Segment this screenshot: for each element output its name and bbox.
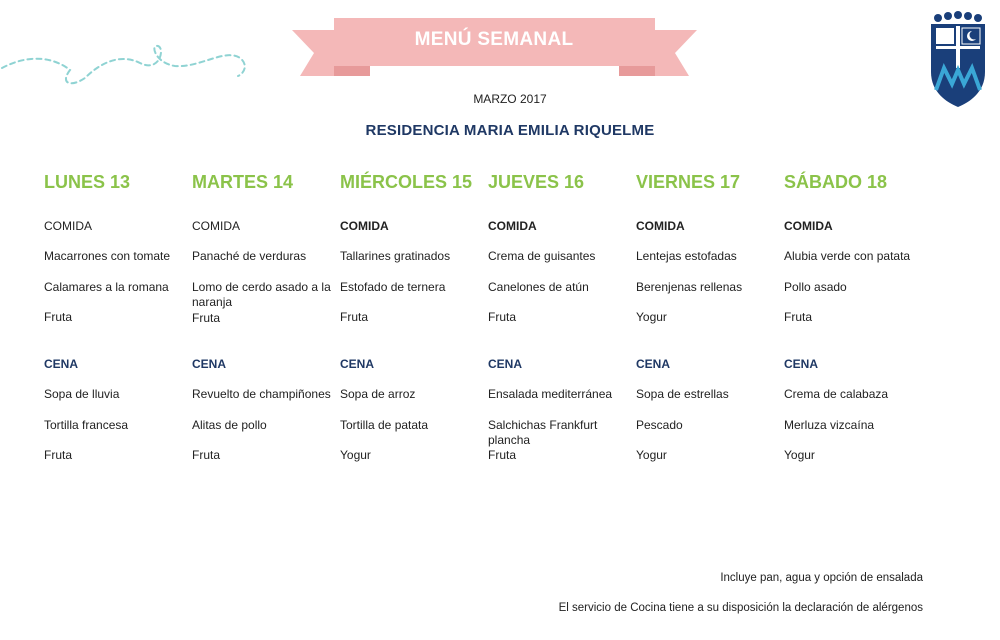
menu-item: Panaché de verduras [192,249,307,263]
day-column-sabado [784,170,929,462]
menu-item: Fruta [192,311,221,325]
footer-note-bread: Incluye pan, agua y opción de ensalada [720,572,923,584]
menu-item: Fruta [44,310,73,324]
day-column-lunes [44,170,189,462]
menu-item: Canelones de atún [488,280,589,294]
menu-item: Sopa de lluvia [44,387,120,401]
comida-label: COMIDA [636,219,685,233]
title-banner [292,18,697,80]
month-label: MARZO 2017 [473,92,547,106]
cena-label: CENA [784,357,819,371]
comida-label: COMIDA [784,219,833,233]
comida-label: COMIDA [44,219,92,233]
comida-label: COMIDA [192,219,240,233]
menu-item: Fruta [192,448,221,462]
menu-item: Pescado [636,418,683,432]
menu-item: Fruta [340,310,369,324]
menu-item: Salchichas Frankfurt plancha [488,418,598,447]
day-heading: JUEVES 16 [488,172,585,192]
menu-item: Alubia verde con patata [784,249,911,263]
menu-item: Alitas de pollo [192,418,267,432]
menu-item: Fruta [44,448,73,462]
menu-item: Lomo de cerdo asado a la naranja [192,280,331,309]
menu-item: Macarrones con tomate [44,249,171,263]
footer-note-allergens: El servicio de Cocina tiene a su disposición la declaración de alérgenos [558,602,923,614]
page-title: MENÚ SEMANAL [414,29,574,50]
menu-item: Fruta [488,310,517,324]
menu-item: Yogur [340,448,371,462]
comida-label: COMIDA [488,219,537,233]
cena-label: CENA [44,357,79,371]
menu-item: Lentejas estofadas [636,249,737,263]
menu-item: Tortilla francesa [44,418,129,432]
cena-label: CENA [340,357,375,371]
day-column-martes [192,170,337,462]
menu-item: Yogur [636,310,667,324]
menu-item: Revuelto de champiñones [192,387,331,401]
day-heading: MIÉRCOLES 15 [340,172,473,192]
menu-item: Yogur [784,448,815,462]
cena-label: CENA [488,357,523,371]
cena-label: CENA [636,357,671,371]
menu-item: Tallarines gratinados [340,249,451,263]
menu-item: Sopa de arroz [340,387,416,401]
day-column-jueves [488,170,633,462]
menu-item: Estofado de ternera [340,280,446,294]
menu-item: Calamares a la romana [44,280,169,294]
menu-item: Sopa de estrellas [636,387,729,401]
comida-label: COMIDA [340,219,389,233]
day-column-viernes [636,170,781,462]
menu-item: Merluza vizcaína [784,418,875,432]
day-heading: SÁBADO 18 [784,172,888,192]
menu-item: Fruta [488,448,517,462]
residence-name: RESIDENCIA MARIA EMILIA RIQUELME [365,122,655,139]
menu-item: Berenjenas rellenas [636,280,743,294]
cena-label: CENA [192,357,227,371]
menu-item: Ensalada mediterránea [488,387,613,401]
day-column-miercoles [340,170,485,462]
menu-item: Yogur [636,448,667,462]
menu-item: Pollo asado [784,280,847,294]
decorative-wave [0,18,260,98]
menu-item: Crema de calabaza [784,387,889,401]
menu-item: Fruta [784,310,813,324]
menu-item: Crema de guisantes [488,249,596,263]
menu-item: Tortilla de patata [340,418,429,432]
day-heading: MARTES 14 [192,172,294,192]
day-heading: LUNES 13 [44,172,131,192]
day-heading: VIERNES 17 [636,172,741,192]
